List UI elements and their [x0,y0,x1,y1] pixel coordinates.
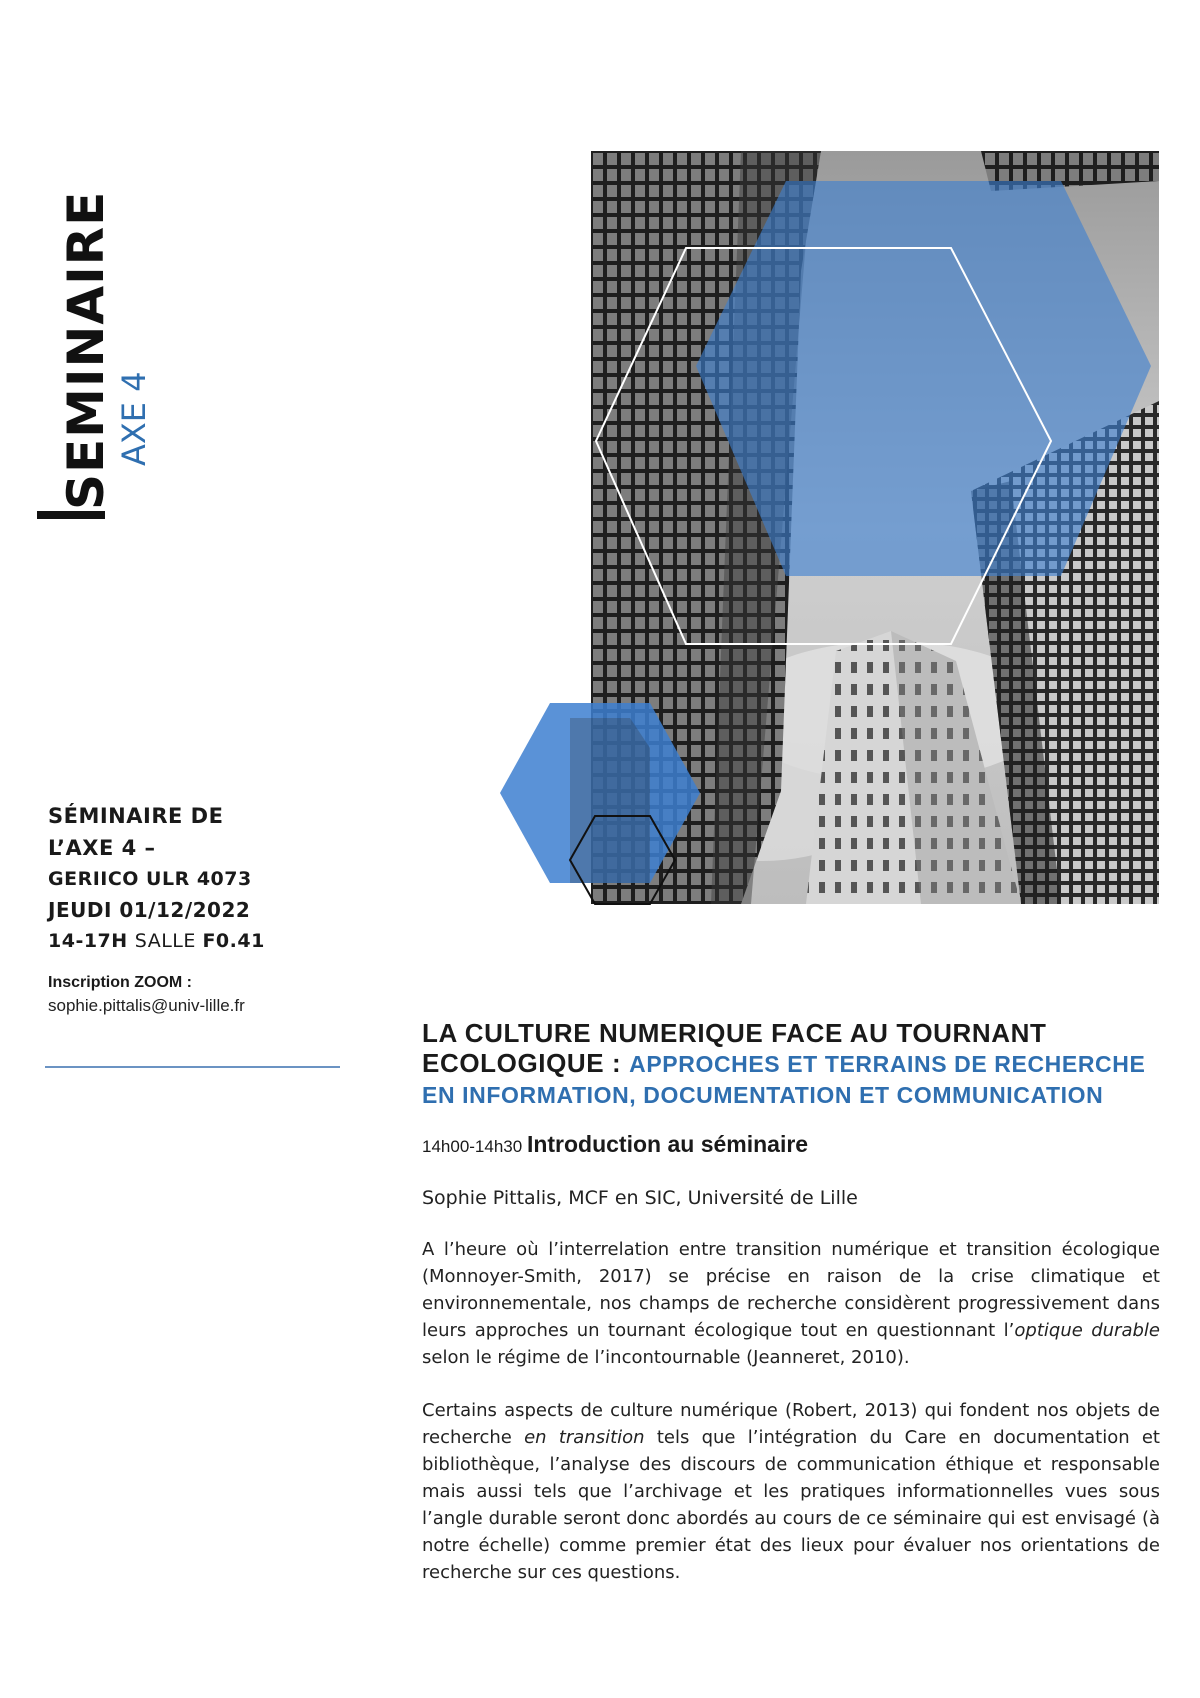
event-time: 14-17H [48,930,135,952]
room-number: F0.41 [202,930,265,952]
seminar-title-subtitle: APPROCHES ET TERRAINS DE RECHERCHE EN INFORMATION, DOCUMENTATION ET COMMUNICATION [422,1051,1146,1108]
program-item [422,1132,1160,1160]
zoom-registration-label: Inscription ZOOM : [48,974,192,991]
contact-email[interactable]: sophie.pittalis@univ-lille.fr [48,996,245,1015]
room-label: SALLE [134,930,203,952]
vertical-title [58,191,154,510]
paragraph-1 [422,1236,1160,1371]
paragraph-2-text-b: tels que l’intégration du Care en documentation et bibliothèque, l’analyse des discours de communication éthique et responsable mais aussi tels que l’archivage et les pratiques informationnelles vues sous l’angle durable seront donc abordés au cours de ce séminaire qui est envisagé (à notre échelle) comme premier état des lieux pour évaluer nos orientations de recherche sur ces questions. [422,1427,1160,1583]
axe-subheading: AXE 4 [115,371,153,466]
seminar-title [422,1018,1160,1110]
main-content [422,1018,1160,1604]
seminar-title-main: LA CULTURE NUMERIQUE FACE AU TOURNANT ECOLOGIQUE : [422,1018,1047,1078]
paragraph-2-emphasis: en transition [524,1427,645,1448]
decorative-hexagons [500,698,710,908]
seminaire-heading: SEMINAIRE [57,190,115,510]
paragraph-2-text-a: Certains aspects de culture numérique (Robert, 2013) qui fondent nos objets de recherche [422,1400,1160,1448]
speaker: Sophie Pittalis, MCF en SIC, Université de Lille [422,1187,858,1209]
event-info [48,800,348,1018]
title-accent-bar [37,511,105,519]
event-title-line1: SÉMINAIRE DE [48,804,224,828]
program-time: 14h00-14h30 [422,1137,527,1156]
event-title-line2: L’AXE 4 – [48,836,156,860]
paragraph-2 [422,1397,1160,1586]
paragraph-1-text-b: selon le régime de l’incontournable (Jeanneret, 2010). [422,1347,910,1368]
divider-line [45,1066,340,1068]
paragraph-1-text-a: A l’heure où l’interrelation entre transition numérique et transition écologique (Monnoyer-Smith, 2017) se précise en raison de la crise climatique et environnementale, nos champs de recherche considèrent progressivement dans leurs approches un tournant écologique tout en questionnant l’ [422,1239,1160,1341]
event-time-room [48,926,348,956]
program-title: Introduction au séminaire [526,1131,809,1157]
event-date: JEUDI 01/12/2022 [48,898,251,922]
paragraph-1-emphasis: optique durable [1014,1320,1160,1341]
lab-name: GERIICO ULR 4073 [48,868,252,890]
